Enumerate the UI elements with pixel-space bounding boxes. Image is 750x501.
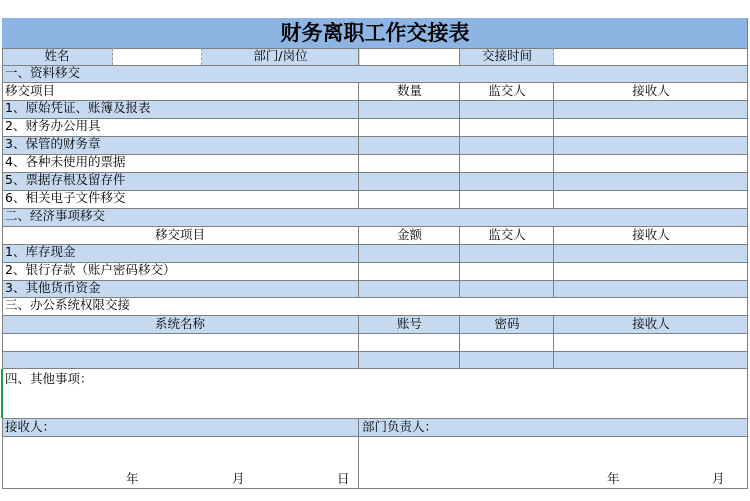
section3-col-password: 密码	[494, 316, 520, 331]
dept-head-sign-label: 部门负责人：	[362, 419, 438, 434]
section2-col-supervisor: 监交人	[488, 227, 526, 242]
table-row: 4、各种未使用的票据	[2, 154, 748, 172]
selection-marker	[1, 369, 3, 418]
table-row: 3、其他货币资金	[2, 280, 748, 297]
sheet-title: 财务离职工作交接表	[2, 18, 748, 48]
grid-line	[358, 315, 359, 368]
grid-line	[2, 190, 748, 191]
section3-col-system: 系统名称	[154, 316, 205, 331]
receiver-date-day: 日	[337, 471, 350, 486]
dept-head-date-month: 月	[712, 471, 725, 486]
dept-head-sign-area[interactable]	[360, 436, 748, 488]
grid-line	[2, 136, 748, 137]
dept-head-date-year: 年	[607, 471, 620, 486]
grid-line	[459, 315, 460, 368]
grid-line	[2, 82, 748, 83]
section2-col-receiver: 接收人	[632, 227, 670, 242]
dept-value-cell[interactable]	[360, 48, 460, 65]
table-row: 1、原始凭证、账簿及报表	[2, 100, 748, 118]
grid-line	[358, 48, 359, 65]
grid-line	[553, 226, 554, 297]
name-label: 姓名	[44, 48, 70, 63]
section2-col-amount: 金额	[396, 227, 422, 242]
grid-line	[2, 368, 748, 369]
table-row[interactable]	[2, 351, 748, 368]
receiver-date-year: 年	[126, 471, 139, 486]
grid-line	[2, 436, 748, 437]
grid-line	[459, 48, 460, 65]
grid-line	[2, 48, 3, 488]
grid-line	[201, 48, 202, 65]
table-row: 6、相关电子文件移交	[2, 190, 748, 208]
grid-line	[553, 315, 554, 368]
grid-line	[358, 226, 359, 297]
grid-line	[2, 208, 748, 209]
grid-line	[2, 488, 748, 489]
table-row: 3、保管的财务章	[2, 136, 748, 154]
section1-heading: 一、资料移交	[2, 65, 748, 82]
table-row: 5、票据存根及留存件	[2, 172, 748, 190]
grid-line	[2, 154, 748, 155]
grid-line	[2, 118, 748, 119]
section2-col-item: 移交项目	[154, 227, 205, 242]
grid-line	[459, 226, 460, 297]
grid-line	[2, 297, 748, 298]
section3-col-account: 账号	[396, 316, 422, 331]
table-row: 2、财务办公用具	[2, 118, 748, 136]
grid-line	[2, 418, 748, 419]
section2-heading: 二、经济事项移交	[2, 208, 748, 226]
section3-col-receiver: 接收人	[632, 316, 670, 331]
grid-line	[2, 65, 748, 66]
time-value-cell[interactable]	[554, 48, 748, 65]
receiver-sign-label: 接收人：	[5, 419, 56, 434]
grid-line	[553, 82, 554, 208]
grid-line	[553, 48, 554, 65]
section1-col-item: 移交项目	[5, 83, 56, 98]
grid-line	[2, 244, 748, 245]
grid-line	[358, 82, 359, 208]
section3-heading: 三、办公系统权限交接	[2, 297, 748, 315]
grid-line	[2, 333, 748, 334]
table-row[interactable]	[2, 333, 748, 351]
grid-line	[2, 172, 748, 173]
dept-label: 部门/岗位	[253, 48, 308, 63]
grid-line	[2, 280, 748, 281]
name-value-cell[interactable]	[113, 48, 202, 65]
grid-line	[747, 18, 748, 488]
receiver-sign-area[interactable]	[2, 436, 358, 488]
grid-line	[2, 48, 748, 49]
grid-line	[2, 315, 748, 316]
grid-line	[459, 82, 460, 208]
section4-other-matters[interactable]	[2, 368, 748, 418]
receiver-date-month: 月	[232, 471, 245, 486]
table-row: 1、库存现金	[2, 244, 748, 262]
grid-line	[2, 262, 748, 263]
grid-line	[112, 48, 113, 65]
section1-col-receiver: 接收人	[632, 83, 670, 98]
grid-line	[2, 226, 748, 227]
section1-col-qty: 数量	[396, 83, 422, 98]
grid-line	[2, 351, 748, 352]
grid-line	[2, 100, 748, 101]
grid-line	[358, 418, 359, 488]
section1-col-supervisor: 监交人	[488, 83, 526, 98]
table-row: 2、银行存款（账户密码移交）	[2, 262, 748, 280]
section4-heading: 四、其他事项：	[5, 371, 93, 386]
time-label: 交接时间	[481, 48, 532, 63]
